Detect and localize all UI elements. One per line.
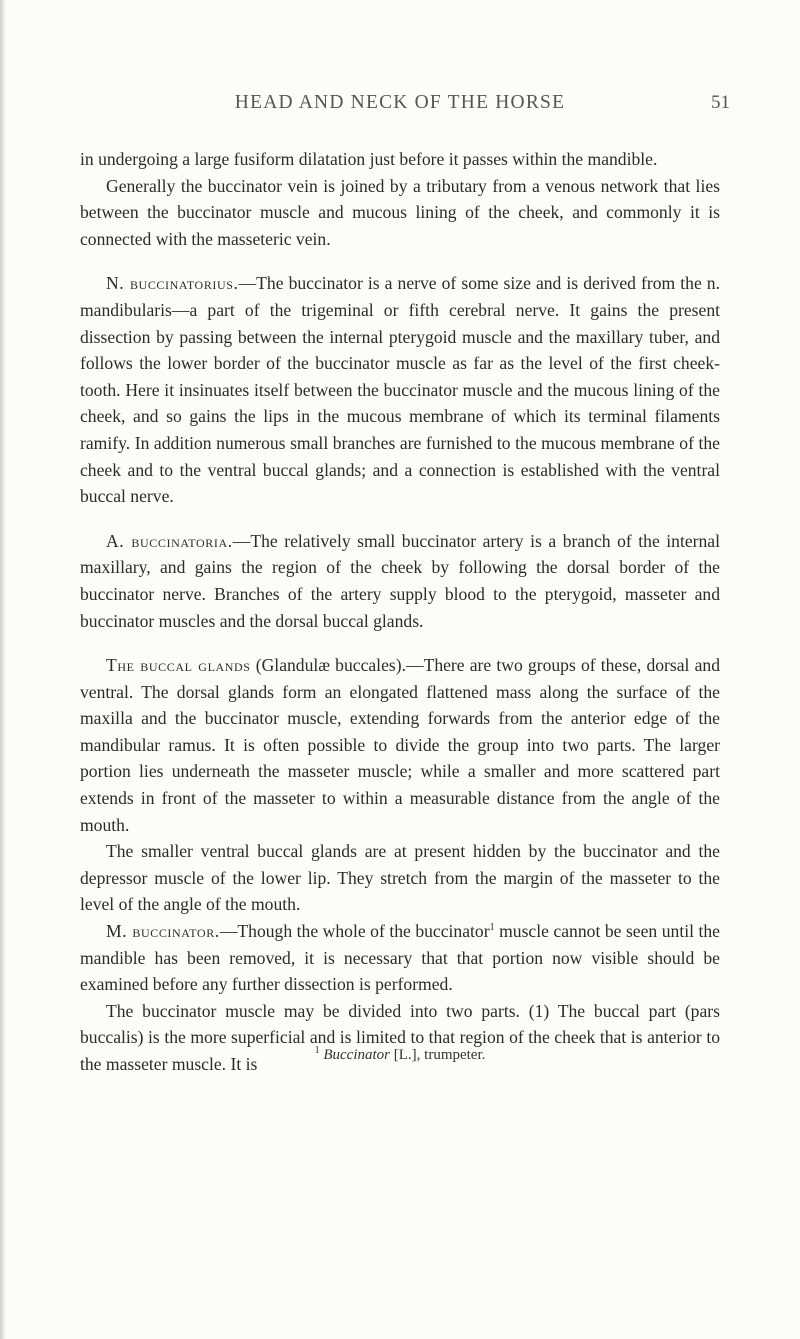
body-text xyxy=(80,146,720,1078)
paragraph-text: muscle cannot be seen until the mandible has been removed, it is necessary that that portion now visible should be examined before any further dissection is performed. xyxy=(80,921,720,995)
paragraph-buccinator-nerve xyxy=(80,270,720,509)
footnote-mark: 1 xyxy=(314,1045,320,1056)
section-heading-glands: The buccal glands xyxy=(106,655,251,676)
footnote-reference: 1 xyxy=(489,922,495,934)
paragraph-buccal-glands xyxy=(80,652,720,838)
page-edge-shadow xyxy=(0,0,5,1339)
paragraph-buccinator-vein: Generally the buccinator vein is joined by a tributary from a venous network that lies between the buccinator muscle and mucous lining of the cheek, and commonly it is connected with the masseteric vein. xyxy=(80,175,720,249)
paragraph-muscle-parts: The buccinator muscle may be divided into two parts. (1) The buccal part (pars buccalis) is the more superficial and is limited to that region of the cheek that is anterior to the masseter muscle. It is xyxy=(80,1000,720,1074)
paragraph-text: —The buccinator is a nerve of some size and is derived from the n. mandibularis—a part of the trigeminal or fifth cerebral nerve. It gains the present dissection by passing between the internal pterygoid muscle and the maxillary tuber, and follows the lower border of the buccinator muscle as far as the level of the first cheek-tooth. Here it insinuates itself between the buccinator muscle and the mucous lining of the cheek, and so gains the lips in the mucous membrane of which its terminal filaments ramify. In addition numerous small branches are furnished to the mucous membrane of the cheek and to the ventral buccal glands; and a connection is established with the ventral buccal nerve. xyxy=(80,273,720,507)
paragraph-text: —The relatively small buccinator artery is a branch of the internal maxillary, and gains the region of the cheek by following the dorsal border of the buccinator nerve. Branches of the artery supply blood to the pterygoid, masseter and buccinator muscles and the dorsal buccal glands. xyxy=(80,530,721,631)
paragraph-text: —Though the whole of the buccinator xyxy=(219,921,490,942)
section-heading-muscle: M. buccinator. xyxy=(106,921,220,942)
page-number: 51 xyxy=(711,92,730,113)
section-heading-nerve: N. buccinatorius. xyxy=(106,273,239,294)
footnote xyxy=(80,1047,720,1064)
footnote-term: Buccinator xyxy=(323,1047,390,1063)
paragraph-buccinator-muscle xyxy=(80,918,720,998)
paragraph-buccinator-artery xyxy=(80,528,720,634)
footnote-text: [L.], trumpeter. xyxy=(390,1047,486,1063)
paragraph-text: (Glandulæ buccales).—There are two groups of these, dorsal and ventral. The dorsal glands form an elongated flattened mass along the surface of the maxilla and the buccinator muscle, extending forwards from the anterior edge of the mandibular ramus. It is often possible to divide the group into two parts. The larger portion lies underneath the masseter muscle; while a smaller and more scattered part extends in front of the masseter to within a measurable distance from the angle of the mouth. xyxy=(80,655,720,835)
section-heading-artery: A. buccinatoria. xyxy=(106,530,233,551)
running-head: HEAD AND NECK OF THE HORSE xyxy=(234,92,566,113)
paragraph-ventral-glands: The smaller ventral buccal glands are at present hidden by the buccinator and the depressor muscle of the lower lip. They stretch from the margin of the masseter to the level of the angle of the mouth. xyxy=(80,841,720,915)
paragraph-continuation: in undergoing a large fusiform dilatation just before it passes within the mandible. xyxy=(80,149,658,169)
